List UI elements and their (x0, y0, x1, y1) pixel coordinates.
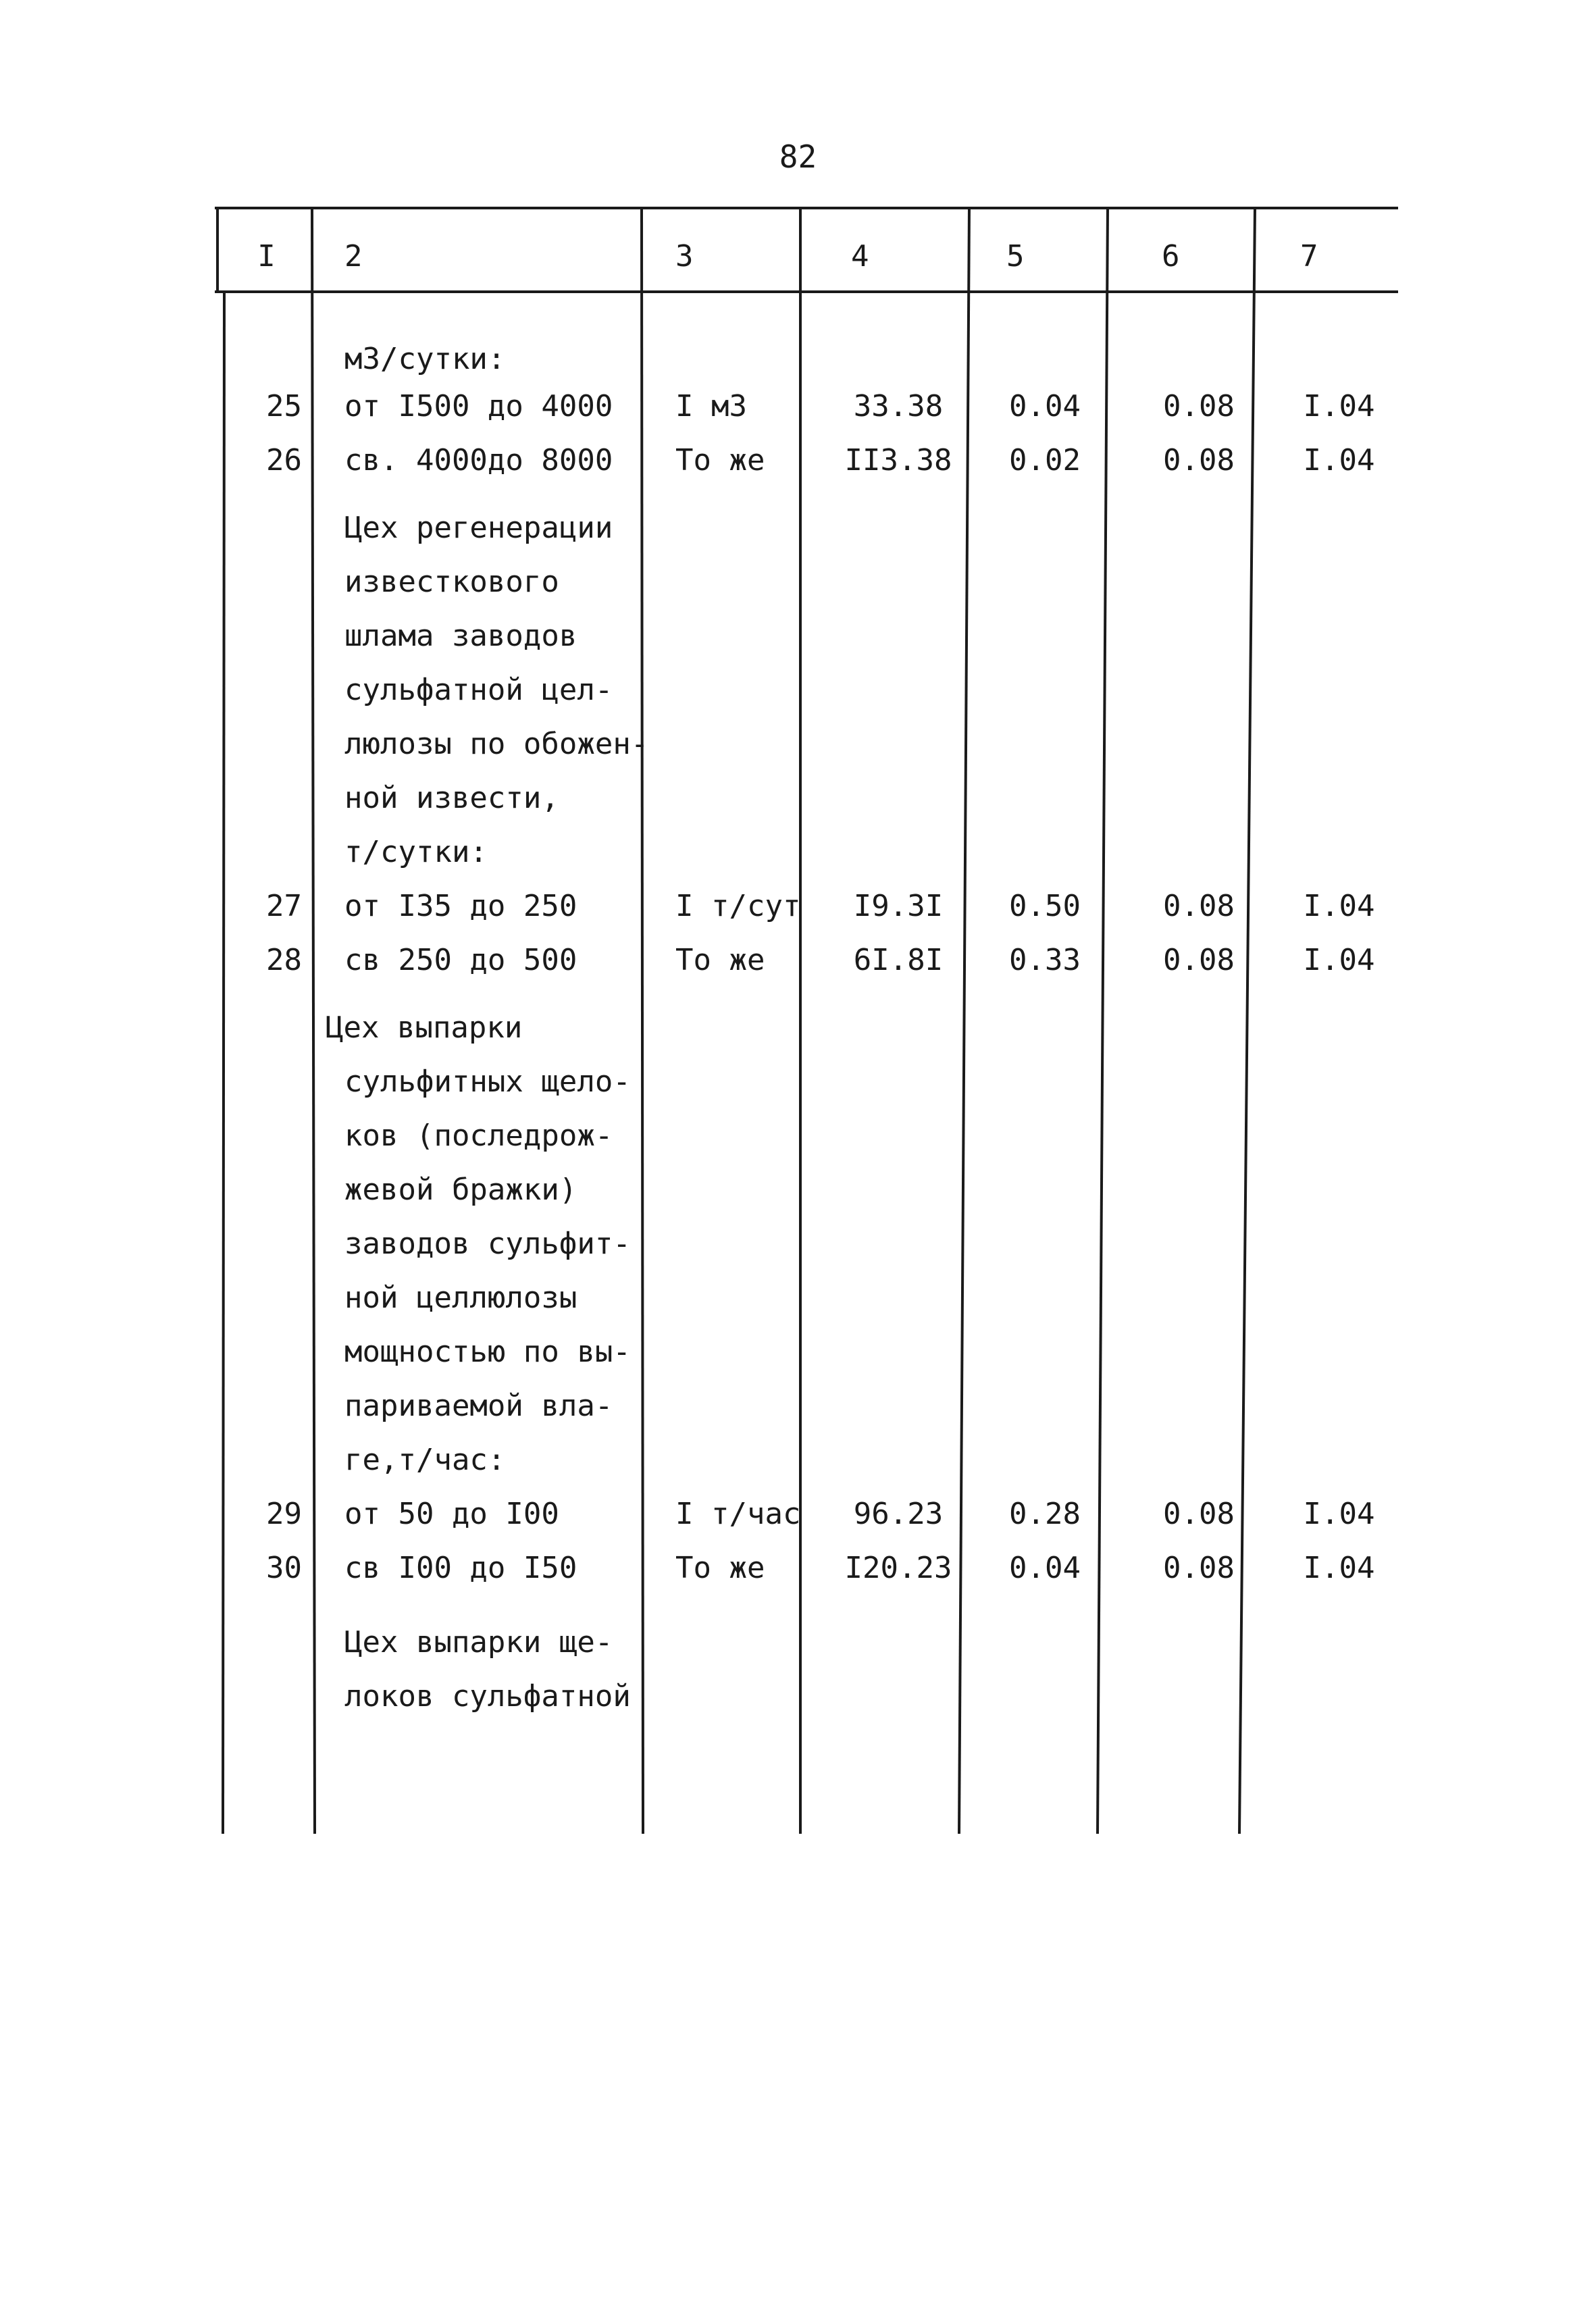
row-text: от I500 до 4000 (344, 389, 613, 423)
row-unit: I м3 (675, 389, 747, 423)
row-text: сульфатной цел- (344, 673, 613, 707)
table-left-border (223, 292, 224, 1834)
row-text: известкового (344, 565, 559, 599)
row-number: 30 (266, 1551, 302, 1585)
col-divider-1 (312, 208, 315, 1834)
row-value-col5: 0.02 (1009, 443, 1081, 478)
page-number: 82 (779, 138, 817, 175)
row-number: 26 (266, 443, 302, 478)
header-cell-3: 3 (675, 239, 694, 274)
header-cell-6: 6 (1162, 239, 1180, 274)
row-text: заводов сульфит- (344, 1227, 631, 1261)
row-value-col5: 0.50 (1009, 889, 1081, 923)
header-cell-5: 5 (1006, 239, 1025, 274)
row-value-col4: 33.38 (853, 389, 944, 423)
row-value-col7: I.04 (1303, 943, 1375, 977)
row-text: локов сульфатной (344, 1679, 631, 1714)
row-value-col5: 0.28 (1009, 1497, 1081, 1531)
row-value-col4: 96.23 (853, 1497, 944, 1531)
row-value-col7: I.04 (1303, 389, 1375, 423)
row-value-col6: 0.08 (1163, 1497, 1235, 1531)
row-number: 28 (266, 943, 302, 977)
row-text: люлозы по обожен- (344, 727, 649, 761)
row-unit: I т/сут (675, 889, 801, 923)
row-text: св I00 до I50 (344, 1551, 577, 1585)
row-value-col5: 0.33 (1009, 943, 1081, 977)
row-text: Цех выпарки (326, 1010, 523, 1045)
row-unit: То же (675, 1551, 765, 1585)
row-value-col7: I.04 (1303, 443, 1375, 478)
row-text: шлама заводов (344, 619, 577, 653)
row-value-col6: 0.08 (1163, 1551, 1235, 1585)
row-unit: То же (675, 943, 765, 977)
row-text: т/сутки: (344, 835, 488, 869)
col-divider-4 (959, 208, 969, 1834)
row-text: св 250 до 500 (344, 943, 577, 977)
row-text: Цех регенерации (344, 511, 613, 545)
row-text: париваемой вла- (344, 1389, 613, 1423)
row-value-col7: I.04 (1303, 1551, 1375, 1585)
row-text: ге,т/час: (344, 1443, 506, 1477)
row-value-col4: I20.23 (844, 1551, 952, 1585)
row-value-col6: 0.08 (1163, 443, 1235, 478)
row-text: от I35 до 250 (344, 889, 577, 923)
row-value-col7: I.04 (1303, 889, 1375, 923)
header-cell-7: 7 (1300, 239, 1318, 274)
row-value-col4: 6I.8I (853, 943, 944, 977)
header-cell-2: 2 (344, 239, 363, 274)
row-text: ной целлюлозы (344, 1281, 577, 1315)
header-cell-4: 4 (851, 239, 869, 274)
row-value-col7: I.04 (1303, 1497, 1375, 1531)
row-text: Цех выпарки ще- (344, 1625, 613, 1660)
row-value-col6: 0.08 (1163, 389, 1235, 423)
col-divider-2 (642, 208, 643, 1834)
header-cell-1: I (257, 239, 276, 274)
row-value-col5: 0.04 (1009, 389, 1081, 423)
row-unit: То же (675, 443, 765, 478)
row-unit: I т/час (675, 1497, 801, 1531)
row-value-col6: 0.08 (1163, 943, 1235, 977)
row-text: м3/сутки: (344, 342, 506, 376)
row-text: ков (последрож- (344, 1119, 613, 1153)
row-text: жевой бражки) (344, 1173, 577, 1207)
row-value-col6: 0.08 (1163, 889, 1235, 923)
row-number: 29 (266, 1497, 302, 1531)
row-text: ной извести, (344, 781, 559, 815)
row-value-col5: 0.04 (1009, 1551, 1081, 1585)
row-value-col4: I9.3I (853, 889, 944, 923)
row-number: 25 (266, 389, 302, 423)
row-text: св. 4000до 8000 (344, 443, 613, 478)
row-text: мощностью по вы- (344, 1335, 631, 1369)
row-value-col4: II3.38 (844, 443, 952, 478)
row-text: от 50 до I00 (344, 1497, 559, 1531)
row-number: 27 (266, 889, 302, 923)
row-text: сульфитных щело- (344, 1064, 631, 1099)
